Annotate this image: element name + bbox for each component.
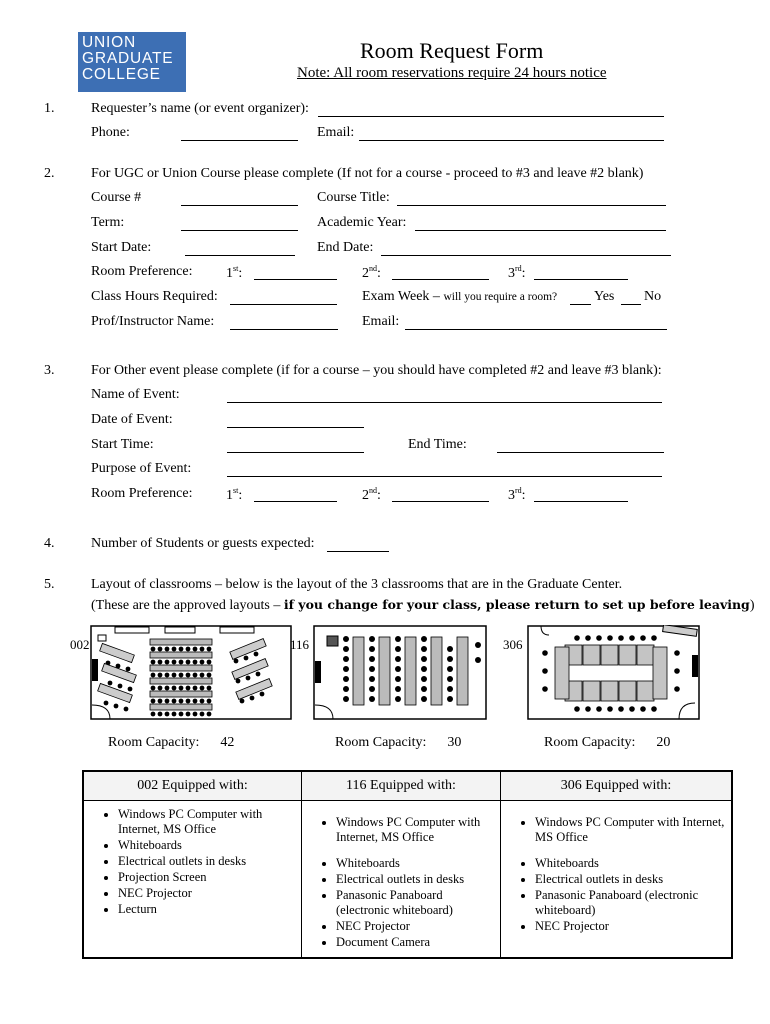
class-hours-field[interactable] bbox=[230, 290, 337, 305]
chair bbox=[395, 656, 401, 662]
end-time-label: End Time: bbox=[408, 437, 467, 452]
chair bbox=[395, 646, 401, 652]
table bbox=[583, 645, 600, 665]
section-2-number: 2. bbox=[44, 166, 55, 181]
second-choice-field[interactable] bbox=[392, 265, 489, 280]
equipment-item: • Whiteboards bbox=[535, 856, 727, 872]
chair bbox=[447, 666, 453, 672]
chair bbox=[151, 686, 156, 691]
chair bbox=[343, 676, 349, 682]
chair bbox=[186, 712, 191, 717]
chair bbox=[369, 646, 375, 652]
first-choice-label: 1st: bbox=[226, 264, 243, 281]
prof-name-field[interactable] bbox=[230, 315, 338, 330]
equipment-item: • NEC Projector bbox=[535, 919, 727, 935]
equipment-header-002: 002 Equipped with: bbox=[83, 771, 302, 801]
chair bbox=[165, 712, 170, 717]
chair bbox=[585, 635, 591, 641]
chair bbox=[447, 696, 453, 702]
chair bbox=[186, 699, 191, 704]
course-number-label: Course # bbox=[91, 190, 142, 205]
chair bbox=[186, 686, 191, 691]
start-time-field[interactable] bbox=[227, 438, 364, 453]
second-choice-label: 2nd: bbox=[362, 264, 381, 281]
chair bbox=[193, 673, 198, 678]
logo-line-3: COLLEGE bbox=[82, 66, 161, 83]
event-second-choice-field[interactable] bbox=[392, 487, 489, 502]
section-3-number: 3. bbox=[44, 363, 55, 378]
chair bbox=[640, 635, 646, 641]
chair bbox=[186, 660, 191, 665]
chair bbox=[124, 707, 129, 712]
course-title-field[interactable] bbox=[397, 191, 666, 206]
chair bbox=[179, 686, 184, 691]
equipment-item: • Electrical outlets in desks bbox=[336, 872, 496, 888]
email-label: Email: bbox=[317, 125, 355, 140]
chair bbox=[158, 686, 163, 691]
event-name-label: Name of Event: bbox=[91, 387, 180, 402]
prof-email-label: Email: bbox=[362, 314, 400, 329]
section-3-heading: For Other event please complete (if for a course – you should have completed #2 and leave #3 blank): bbox=[91, 363, 662, 378]
chair bbox=[254, 652, 259, 657]
chair bbox=[158, 712, 163, 717]
chair bbox=[629, 706, 635, 712]
start-date-label: Start Date: bbox=[91, 240, 152, 255]
requester-name-field[interactable] bbox=[318, 102, 664, 117]
guest-count-label: Number of Students or guests expected: bbox=[91, 536, 315, 551]
chair bbox=[207, 673, 212, 678]
chair bbox=[158, 699, 163, 704]
chair bbox=[585, 706, 591, 712]
section-1-number: 1. bbox=[44, 101, 55, 116]
yes-label: Yes bbox=[594, 289, 615, 304]
event-date-field[interactable] bbox=[227, 413, 364, 428]
chair bbox=[172, 660, 177, 665]
third-choice-field[interactable] bbox=[534, 265, 628, 280]
chair bbox=[207, 647, 212, 652]
exam-week-yes-field[interactable] bbox=[570, 290, 591, 305]
chair bbox=[240, 699, 245, 704]
desk bbox=[379, 637, 390, 705]
event-room-preference-label: Room Preference: bbox=[91, 486, 193, 501]
requester-name-label: Requester’s name (or event organizer): bbox=[91, 101, 309, 116]
chair bbox=[651, 706, 657, 712]
chair bbox=[596, 635, 602, 641]
chair bbox=[172, 647, 177, 652]
chair bbox=[674, 686, 680, 692]
chair bbox=[186, 673, 191, 678]
room-002-layout bbox=[90, 625, 292, 720]
chair bbox=[674, 650, 680, 656]
room-306-capacity-value: 20 bbox=[656, 735, 671, 750]
table bbox=[555, 647, 569, 699]
course-title-label: Course Title: bbox=[317, 190, 390, 205]
event-third-choice-label: 3rd: bbox=[508, 486, 526, 503]
table bbox=[601, 645, 618, 665]
chair bbox=[236, 679, 241, 684]
chair bbox=[421, 676, 427, 682]
chair bbox=[207, 686, 212, 691]
chair bbox=[447, 646, 453, 652]
email-field[interactable] bbox=[359, 126, 664, 141]
chair bbox=[172, 686, 177, 691]
desk bbox=[405, 637, 416, 705]
room-002-label: 002 bbox=[70, 637, 90, 652]
equipment-item: • Document Camera bbox=[336, 935, 496, 951]
equipment-item: • Electrical outlets in desks bbox=[535, 872, 727, 888]
desk bbox=[150, 704, 212, 710]
chair bbox=[343, 656, 349, 662]
start-time-label: Start Time: bbox=[91, 437, 154, 452]
chair bbox=[260, 692, 265, 697]
chair bbox=[369, 666, 375, 672]
term-label: Term: bbox=[91, 215, 125, 230]
section-4-number: 4. bbox=[44, 536, 55, 551]
chair bbox=[172, 699, 177, 704]
chair bbox=[114, 704, 119, 709]
phone-label: Phone: bbox=[91, 125, 130, 140]
equipment-item: • Projection Screen bbox=[118, 870, 297, 886]
chair bbox=[421, 646, 427, 652]
chair bbox=[674, 668, 680, 674]
desk bbox=[150, 639, 212, 645]
room-306-capacity: Room Capacity: 20 bbox=[544, 735, 671, 750]
chair bbox=[151, 712, 156, 717]
chair bbox=[179, 699, 184, 704]
event-first-choice-field[interactable] bbox=[254, 487, 337, 502]
college-logo bbox=[78, 32, 186, 92]
event-date-label: Date of Event: bbox=[91, 412, 173, 427]
equipment-item: • Panasonic Panaboard (electronic whiteboard) bbox=[336, 888, 496, 919]
desk bbox=[150, 652, 212, 658]
chair bbox=[369, 656, 375, 662]
room-002-capacity-value: 42 bbox=[220, 735, 235, 750]
chair bbox=[607, 706, 613, 712]
chair bbox=[200, 660, 205, 665]
event-first-choice-label: 1st: bbox=[226, 486, 243, 503]
chair bbox=[200, 712, 205, 717]
chair bbox=[179, 673, 184, 678]
chair bbox=[165, 686, 170, 691]
chair bbox=[207, 712, 212, 717]
chair bbox=[421, 636, 427, 642]
chair bbox=[256, 672, 261, 677]
chair bbox=[200, 699, 205, 704]
chair bbox=[574, 706, 580, 712]
table bbox=[653, 647, 667, 699]
equipment-item: • Panasonic Panaboard (electronic whiteboard) bbox=[535, 888, 727, 919]
equipment-list-002 bbox=[83, 801, 302, 959]
table bbox=[637, 645, 654, 665]
end-date-label: End Date: bbox=[317, 240, 374, 255]
desk bbox=[150, 678, 212, 684]
chair bbox=[165, 699, 170, 704]
equipment-item: • Lecturn bbox=[118, 902, 297, 918]
event-third-choice-field[interactable] bbox=[534, 487, 628, 502]
class-hours-label: Class Hours Required: bbox=[91, 289, 218, 304]
table bbox=[601, 681, 618, 701]
chair bbox=[244, 656, 249, 661]
equipment-header-116: 116 Equipped with: bbox=[302, 771, 501, 801]
desk bbox=[431, 637, 442, 705]
chair bbox=[395, 676, 401, 682]
form-title: Room Request Form bbox=[360, 38, 544, 63]
chair bbox=[108, 681, 113, 686]
chair bbox=[369, 696, 375, 702]
exam-week-label: Exam Week – will you require a room? bbox=[362, 289, 558, 304]
chair bbox=[165, 673, 170, 678]
chair bbox=[151, 699, 156, 704]
equipment-item: • Windows PC Computer with Internet, MS Office bbox=[535, 815, 727, 846]
logo-line-1: UNION bbox=[82, 34, 136, 51]
chair bbox=[542, 686, 548, 692]
layout-note: (These are the approved layouts – if you change for your class, please return to set up before leaving) bbox=[91, 597, 755, 613]
equipment-item: • Whiteboards bbox=[118, 838, 297, 854]
room-116-capacity-value: 30 bbox=[447, 735, 462, 750]
chair bbox=[395, 666, 401, 672]
prof-email-field[interactable] bbox=[405, 315, 667, 330]
equipment-item: • NEC Projector bbox=[336, 919, 496, 935]
room-306-layout bbox=[527, 625, 700, 720]
chair bbox=[179, 647, 184, 652]
chair bbox=[369, 676, 375, 682]
chair bbox=[234, 659, 239, 664]
chair bbox=[475, 657, 481, 663]
chair bbox=[118, 684, 123, 689]
section-5-number: 5. bbox=[44, 577, 55, 592]
table bbox=[619, 681, 636, 701]
chair bbox=[151, 673, 156, 678]
chair bbox=[193, 660, 198, 665]
room-116-capacity: Room Capacity: 30 bbox=[335, 735, 462, 750]
chair bbox=[179, 712, 184, 717]
room-116-label: 116 bbox=[290, 637, 310, 652]
chair bbox=[447, 656, 453, 662]
purpose-label: Purpose of Event: bbox=[91, 461, 192, 476]
chair bbox=[475, 642, 481, 648]
no-label: No bbox=[644, 289, 662, 304]
desk bbox=[150, 691, 212, 697]
table bbox=[583, 681, 600, 701]
room-116-layout bbox=[313, 625, 487, 720]
table bbox=[619, 645, 636, 665]
equipment-item: • Windows PC Computer with Internet, MS Office bbox=[118, 807, 297, 838]
chair bbox=[151, 647, 156, 652]
event-name-field[interactable] bbox=[227, 388, 662, 403]
equipment-item: • Windows PC Computer with Internet, MS Office bbox=[336, 815, 496, 846]
chair bbox=[165, 660, 170, 665]
chair bbox=[158, 647, 163, 652]
chair bbox=[158, 673, 163, 678]
chair bbox=[640, 706, 646, 712]
chair bbox=[369, 636, 375, 642]
chair bbox=[165, 647, 170, 652]
chair bbox=[395, 686, 401, 692]
chair bbox=[618, 706, 624, 712]
chair bbox=[193, 712, 198, 717]
chair bbox=[343, 636, 349, 642]
equipment-item: • Electrical outlets in desks bbox=[118, 854, 297, 870]
chair bbox=[200, 673, 205, 678]
room-preference-label: Room Preference: bbox=[91, 264, 193, 279]
desk bbox=[457, 637, 468, 705]
chair bbox=[158, 660, 163, 665]
chair bbox=[421, 696, 427, 702]
chair bbox=[250, 696, 255, 701]
chair bbox=[246, 676, 251, 681]
chair bbox=[651, 635, 657, 641]
desk bbox=[353, 637, 364, 705]
equipment-item: • NEC Projector bbox=[118, 886, 297, 902]
phone-field[interactable] bbox=[181, 126, 298, 141]
form-subtitle: Note: All room reservations require 24 hours notice bbox=[297, 65, 607, 81]
chair bbox=[186, 647, 191, 652]
chair bbox=[395, 696, 401, 702]
room-306-label: 306 bbox=[503, 637, 523, 652]
equipment-header-306: 306 Equipped with: bbox=[501, 771, 733, 801]
equipment-item: • Whiteboards bbox=[336, 856, 496, 872]
course-number-field[interactable] bbox=[181, 191, 298, 206]
chair bbox=[172, 673, 177, 678]
chair bbox=[447, 676, 453, 682]
chair bbox=[421, 666, 427, 672]
chair bbox=[542, 650, 548, 656]
chair bbox=[542, 668, 548, 674]
event-second-choice-label: 2nd: bbox=[362, 486, 381, 503]
room-116-desks bbox=[343, 636, 481, 705]
chair bbox=[574, 635, 580, 641]
chair bbox=[151, 660, 156, 665]
chair bbox=[343, 696, 349, 702]
chair bbox=[193, 699, 198, 704]
chair bbox=[207, 660, 212, 665]
chair bbox=[369, 686, 375, 692]
desk bbox=[150, 665, 212, 671]
start-date-field[interactable] bbox=[185, 241, 295, 256]
exam-week-no-field[interactable] bbox=[621, 290, 641, 305]
chair bbox=[447, 686, 453, 692]
chair bbox=[207, 699, 212, 704]
table bbox=[637, 681, 654, 701]
prof-name-label: Prof/Instructor Name: bbox=[91, 314, 215, 329]
end-date-field[interactable] bbox=[381, 241, 671, 256]
term-field[interactable] bbox=[181, 216, 298, 231]
chair bbox=[343, 646, 349, 652]
chair bbox=[128, 687, 133, 692]
layout-description: Layout of classrooms – below is the layout of the 3 classrooms that are in the Graduate Center. bbox=[91, 577, 623, 592]
chair bbox=[179, 660, 184, 665]
chair bbox=[200, 647, 205, 652]
chair bbox=[172, 712, 177, 717]
chair bbox=[395, 636, 401, 642]
chair bbox=[200, 686, 205, 691]
guest-count-field[interactable] bbox=[327, 537, 389, 552]
chair bbox=[104, 701, 109, 706]
chair bbox=[596, 706, 602, 712]
academic-year-field[interactable] bbox=[415, 216, 666, 231]
academic-year-label: Academic Year: bbox=[317, 215, 407, 230]
chair bbox=[618, 635, 624, 641]
chair bbox=[193, 647, 198, 652]
purpose-field[interactable] bbox=[227, 462, 662, 477]
chair bbox=[421, 656, 427, 662]
chair bbox=[343, 666, 349, 672]
room-002-capacity: Room Capacity: 42 bbox=[108, 735, 235, 750]
logo-line-2: GRADUATE bbox=[82, 50, 174, 67]
chair bbox=[193, 686, 198, 691]
chair bbox=[421, 686, 427, 692]
end-time-field[interactable] bbox=[497, 438, 664, 453]
chair bbox=[343, 686, 349, 692]
chair bbox=[629, 635, 635, 641]
equipment-table bbox=[82, 770, 733, 959]
chair bbox=[126, 667, 131, 672]
equipment-list-116 bbox=[302, 801, 501, 959]
first-choice-field[interactable] bbox=[254, 265, 337, 280]
chair bbox=[607, 635, 613, 641]
equipment-list-306 bbox=[501, 801, 733, 959]
third-choice-label: 3rd: bbox=[508, 264, 526, 281]
section-2-heading: For UGC or Union Course please complete (If not for a course - proceed to #3 and leave #2 blank) bbox=[91, 166, 644, 181]
